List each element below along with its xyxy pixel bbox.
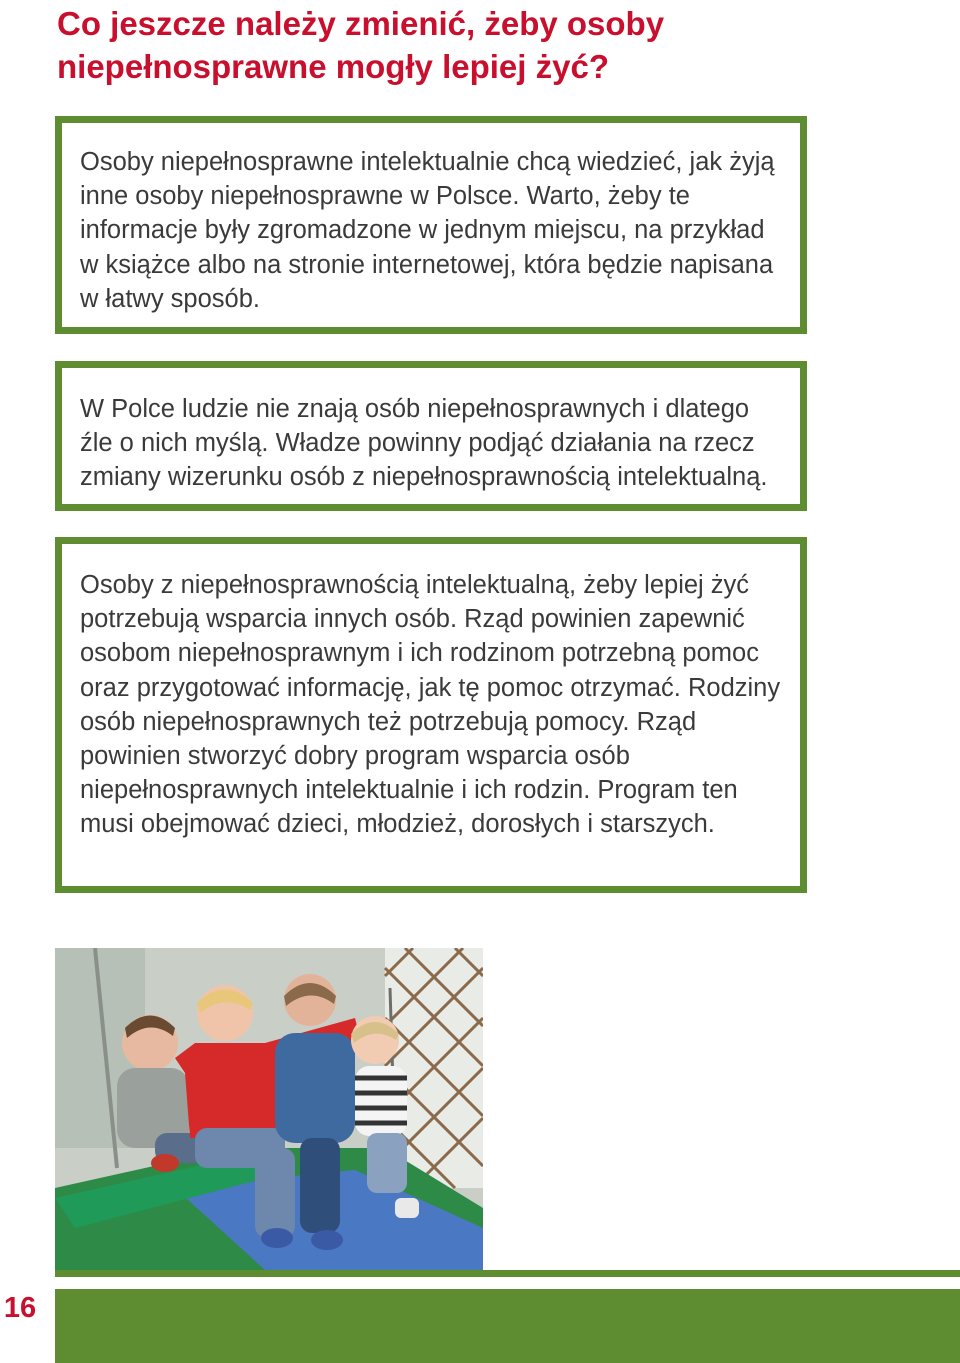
page-title: Co jeszcze należy zmienić, żeby osoby niepełnosprawne mogły lepiej żyć?: [57, 5, 665, 85]
info-box-3-text: Osoby z niepełnosprawnością intelektualną, żeby lepiej żyć potrzebują wsparcia innych osób. Rząd powinien zapewnić osobom niepełnosprawnym i ich rodzinom potrzebną pomoc oraz przygotować informację, jak tę pomoc otrzymać. Rodziny osób niepełnosprawnych też potrzebują pomocy. Rząd powinien stworzyć dobry program wsparcia osób niepełnosprawnych intelektualnie i ich rodzin. Program ten musi obejmować dzieci, młodzież, dorosłych i starszych.: [80, 571, 781, 839]
page-number: 16: [3, 1292, 37, 1324]
info-box-1: [55, 116, 807, 334]
info-box-3: [55, 537, 807, 893]
children-photo-illustration: [55, 948, 483, 1270]
info-box-2: [55, 361, 807, 511]
children-photo: [55, 948, 483, 1270]
info-box-1-text: Osoby niepełnosprawne intelektualnie chcą wiedzieć, jak żyją inne osoby niepełnosprawne w Polsce. Warto, żeby te informacje były zgromadzone w jednym miejscu, na przykład w książce albo na stronie internetowej, która będzie napisana w łatwy sposób.: [80, 148, 775, 313]
info-box-2-text: W Polce ludzie nie znają osób niepełnosprawnych i dlatego źle o nich myślą. Władze powinny podjąć działania na rzecz zmiany wizerunku osób z niepełnosprawnością intelektualną.: [80, 395, 768, 492]
footer-band: [55, 1289, 960, 1363]
footer-rule: [55, 1270, 960, 1277]
